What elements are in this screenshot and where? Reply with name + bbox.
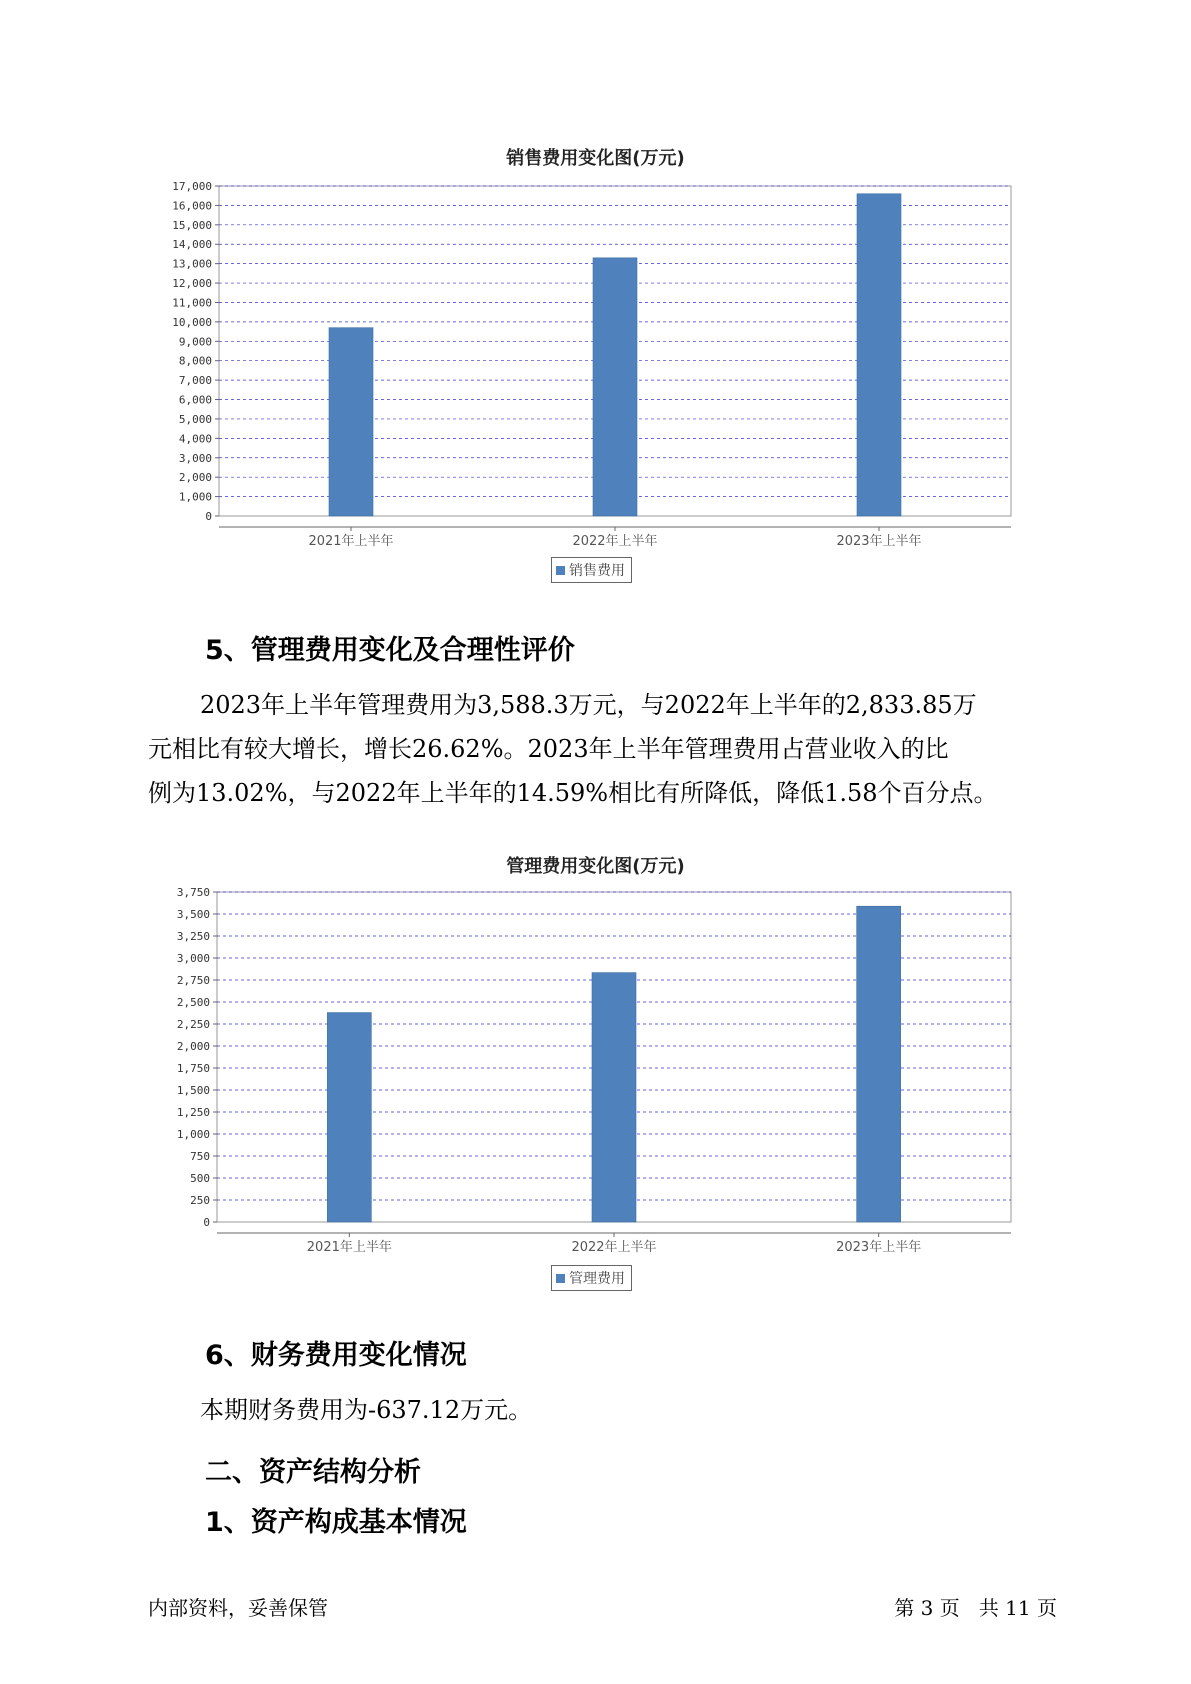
- section5-line-3: 例为13.02%，与2022年上半年的14.59%相比有所降低，降低1.58个百分点。: [148, 779, 998, 807]
- y-tick-label: 2,000: [178, 471, 212, 485]
- y-tick-label: 17,000: [172, 180, 212, 193]
- section-asset-heading: 二、资产结构分析: [205, 1457, 421, 1488]
- y-tick-label: 8,000: [178, 354, 212, 368]
- y-tick-label: 9,000: [178, 335, 212, 349]
- y-tick-label: 3,000: [176, 952, 210, 965]
- y-tick-label: 1,000: [178, 490, 212, 504]
- chart2-legend-label: 管理费用: [569, 1271, 625, 1287]
- y-tick-label: 0: [205, 510, 212, 523]
- y-tick-label: 250: [190, 1194, 210, 1207]
- chart2-title: 管理费用变化图(万元): [506, 856, 685, 877]
- y-tick-label: 5,000: [178, 412, 212, 426]
- x-tick-label: 2023年上半年: [836, 534, 922, 549]
- section-asset-subheading: 1、资产构成基本情况: [205, 1507, 467, 1538]
- y-tick-label: 7,000: [178, 374, 212, 388]
- y-tick-label: 3,500: [176, 908, 210, 921]
- y-tick-label: 0: [203, 1216, 210, 1229]
- y-tick-label: 1,000: [176, 1128, 210, 1141]
- bar: [592, 973, 636, 1222]
- bar: [327, 1013, 371, 1222]
- section6-text: 本期财务费用为-637.12万元。: [200, 1396, 533, 1424]
- square-swatch-icon: [556, 1274, 565, 1283]
- y-tick-label: 4,000: [178, 432, 212, 446]
- chart1-title: 销售费用变化图(万元): [506, 148, 685, 169]
- footer-left: 内部资料，妥善保管: [148, 1596, 328, 1620]
- x-tick-label: 2022年上半年: [572, 534, 658, 549]
- chart1-legend-label: 销售费用: [569, 563, 625, 579]
- y-tick-label: 16,000: [172, 199, 212, 213]
- x-tick-label: 2021年上半年: [306, 1240, 392, 1255]
- x-tick-label: 2022年上半年: [571, 1240, 657, 1255]
- x-tick-label: 2023年上半年: [836, 1240, 922, 1255]
- y-tick-label: 500: [190, 1172, 210, 1185]
- x-tick-label: 2021年上半年: [308, 534, 394, 549]
- y-tick-label: 15,000: [172, 218, 212, 232]
- y-tick-label: 2,500: [176, 996, 210, 1009]
- y-tick-label: 2,750: [176, 974, 210, 987]
- section5-line-1: 2023年上半年管理费用为3,588.3万元，与2022年上半年的2,833.85万: [200, 691, 977, 719]
- bar: [857, 906, 901, 1222]
- y-tick-label: 1,250: [176, 1106, 210, 1119]
- chart2-legend: [551, 1265, 632, 1291]
- footer-page-number: 第 3 页 共 11 页: [894, 1596, 1057, 1620]
- y-tick-label: 3,000: [178, 451, 212, 465]
- section5-line-2: 元相比有较大增长，增长26.62%。2023年上半年管理费用占营业收入的比: [148, 735, 949, 763]
- y-tick-label: 6,000: [178, 393, 212, 407]
- y-tick-label: 12,000: [172, 277, 212, 291]
- y-tick-label: 2,000: [176, 1040, 210, 1053]
- y-tick-label: 13,000: [172, 257, 212, 271]
- y-tick-label: 1,750: [176, 1062, 210, 1075]
- y-tick-label: 3,250: [176, 930, 210, 943]
- y-tick-label: 3,750: [176, 886, 210, 899]
- section5-heading: 5、管理费用变化及合理性评价: [205, 635, 575, 666]
- y-tick-label: 14,000: [172, 238, 212, 252]
- y-tick-label: 10,000: [172, 315, 212, 329]
- y-tick-label: 1,500: [176, 1084, 210, 1097]
- y-tick-label: 750: [190, 1150, 210, 1163]
- y-tick-label: 2,250: [176, 1018, 210, 1031]
- y-tick-label: 11,000: [172, 296, 212, 310]
- section6-heading: 6、财务费用变化情况: [205, 1340, 467, 1371]
